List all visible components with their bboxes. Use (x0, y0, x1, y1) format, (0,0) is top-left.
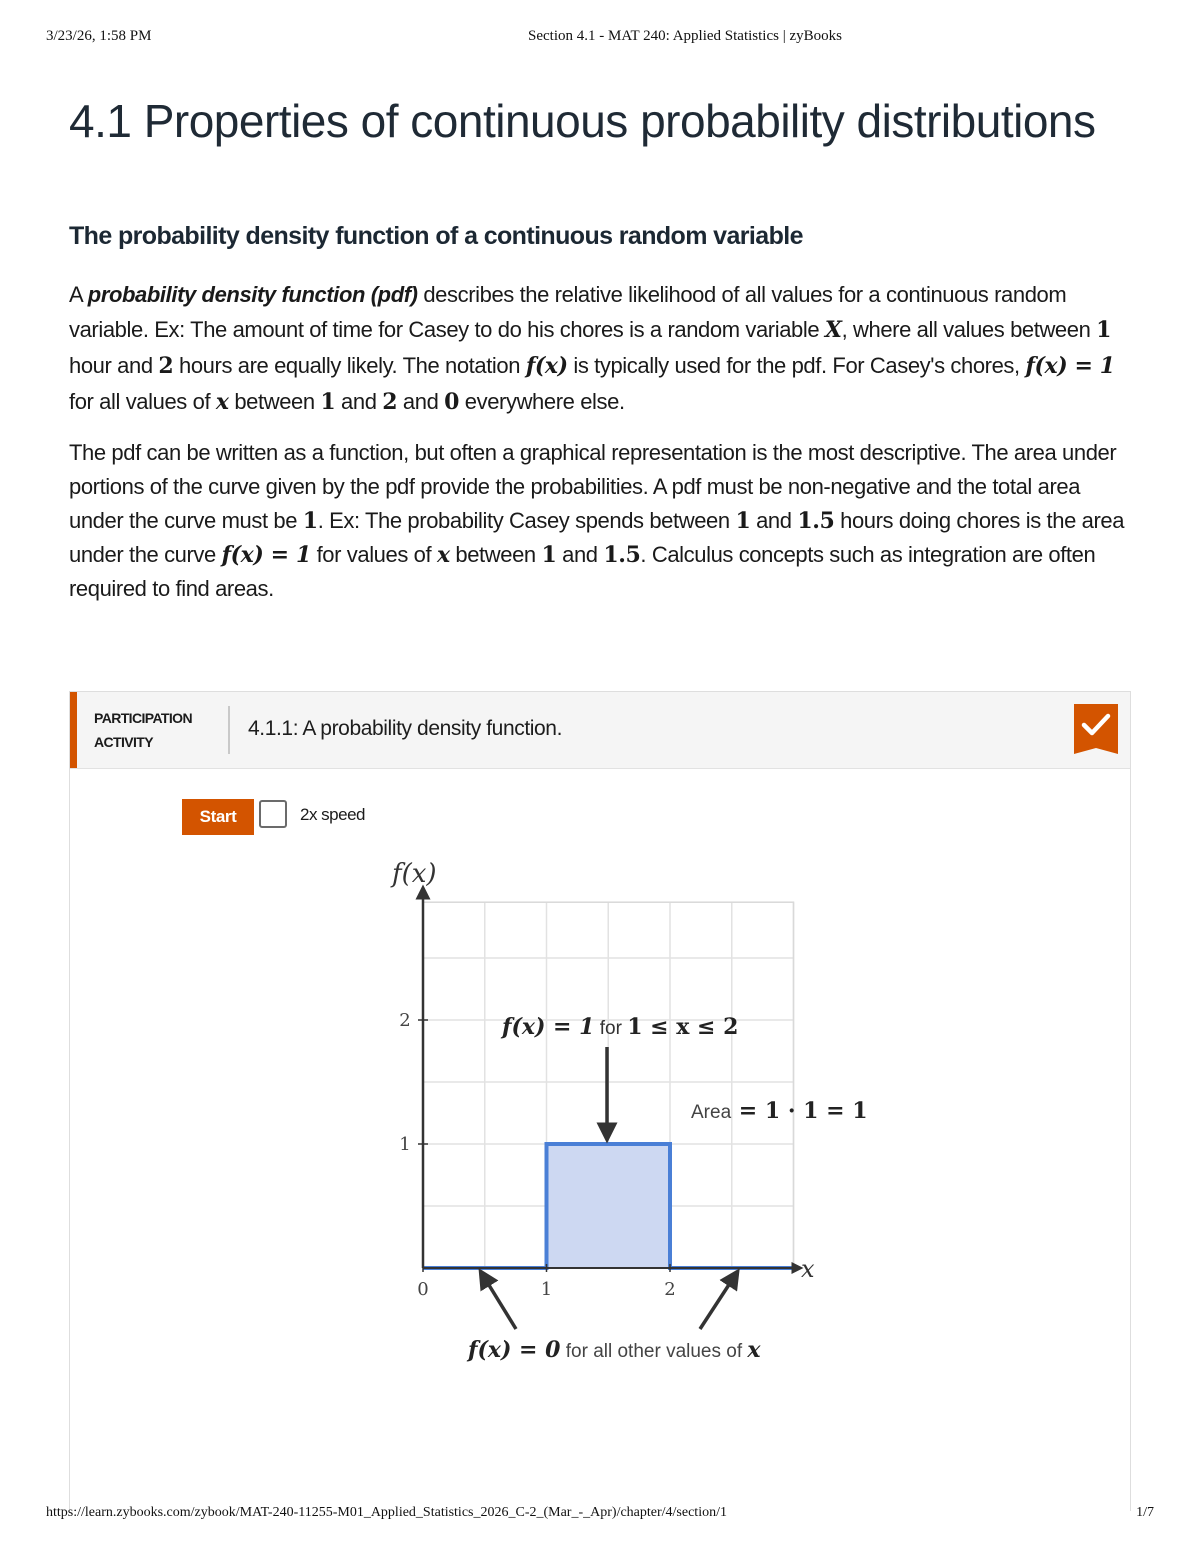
start-button[interactable]: Start (182, 799, 254, 835)
text: for all values of (69, 389, 216, 414)
text: hours are equally likely. The notation (173, 353, 526, 378)
x-tick-label: 2 (664, 1279, 676, 1300)
text: hour and (69, 353, 159, 378)
paragraph-pdf-definition (69, 277, 1131, 420)
annotation-bottom-eq: f(x) = 0 (468, 1337, 561, 1363)
annotation-top-for: for (594, 1018, 628, 1039)
text: between (449, 542, 542, 567)
print-header (0, 28, 1200, 52)
text: for values of (310, 542, 437, 567)
text: A (69, 282, 88, 307)
text: describes the relative likelihood of all values for a continuous random variable. Ex: The amount of time for Casey to do his chores is a random variable (69, 282, 1067, 342)
math-var: x (436, 542, 450, 568)
section-title: 4.1 Properties of continuous probability distributions (69, 95, 1096, 147)
math-num: 1 (320, 389, 336, 415)
section-content (69, 88, 1131, 606)
text: and (556, 542, 604, 567)
annotation-area-label: Area (691, 1102, 732, 1123)
subsection-title: The probability density function of a continuous random variable (69, 222, 803, 250)
math-expr: f(x) (525, 353, 568, 379)
text: . Ex: The probability Casey spends between (317, 508, 736, 533)
text: everywhere else. (459, 389, 625, 414)
print-footer (0, 1505, 1200, 1529)
math-num: 1 (735, 508, 751, 534)
math-num: 1.5 (797, 508, 835, 534)
annotation-top (500, 1014, 738, 1040)
activity-kind-line1: PARTICIPATION (94, 710, 192, 726)
math-num: 1 (302, 508, 318, 534)
math-num: 2 (382, 389, 398, 415)
y-axis-label: f(x) (392, 859, 437, 889)
term-pdf: probability density function (pdf) (87, 282, 418, 307)
speed-label: 2x speed (300, 805, 365, 824)
math-var: X (824, 317, 842, 343)
text: , where all values between (841, 317, 1097, 342)
annotation-area (691, 1098, 868, 1124)
area-fill (547, 1144, 671, 1268)
math-num: 2 (158, 353, 174, 379)
text: and (335, 389, 383, 414)
annotation-area-eq: = 1 · 1 = 1 (731, 1098, 868, 1124)
x-tick-label: 0 (417, 1279, 429, 1300)
print-title: Section 4.1 - MAT 240: Applied Statistics | zyBooks (528, 28, 842, 44)
math-expr: f(x) = 1 (1025, 353, 1115, 379)
print-url: https://learn.zybooks.com/zybook/MAT-240-11255-M01_Applied_Statistics_2026_C-2_(Mar_-_Apr)/chapter/4/section/1 (46, 1505, 727, 1520)
annotation-bottom-text: for all other values of (560, 1341, 748, 1362)
paragraph-pdf-graph (69, 436, 1131, 606)
text: . Calculus concepts such as integration are often required to find areas. (69, 542, 1096, 601)
participation-activity (69, 691, 1131, 1511)
math-num: 1.5 (603, 542, 641, 568)
annotation-bottom-arrow-left (484, 1277, 516, 1329)
annotation-bottom-arrow-right (700, 1277, 734, 1329)
activity-title: 4.1.1: A probability density function. (248, 717, 563, 740)
y-tick-label: 1 (399, 1134, 411, 1155)
x-axis-label: x (801, 1255, 815, 1283)
math-var: x (215, 389, 229, 415)
activity-kind-line2: ACTIVITY (94, 734, 153, 750)
text: hours doing chores is the area under the curve (69, 508, 1125, 567)
annotation-top-cond: 1 ≤ x ≤ 2 (627, 1014, 739, 1040)
text: is typically used for the pdf. For Casey's chores, (567, 353, 1026, 378)
annotation-bottom (466, 1337, 761, 1363)
annotation-bottom-var: x (747, 1337, 761, 1363)
math-expr: f(x) = 1 (221, 542, 311, 568)
pdf-chart (70, 692, 1130, 1492)
annotation-top-eq: f(x) = 1 (502, 1014, 595, 1040)
math-num: 0 (444, 389, 460, 415)
y-tick-label: 2 (399, 1010, 411, 1031)
text: and (750, 508, 798, 533)
text: between (228, 389, 321, 414)
text: and (397, 389, 445, 414)
print-date: 3/23/26, 1:58 PM (46, 28, 152, 44)
print-page-number: 1/7 (1136, 1505, 1154, 1520)
math-num: 1 (541, 542, 557, 568)
math-num: 1 (1096, 317, 1112, 343)
x-tick-label: 1 (540, 1279, 553, 1300)
text: The pdf can be written as a function, but often a graphical representation is the most descriptive. The area under portions of the curve given by the pdf provide the probabilities. A pdf must be non-negative and the total area under the curve must be (69, 440, 1117, 533)
